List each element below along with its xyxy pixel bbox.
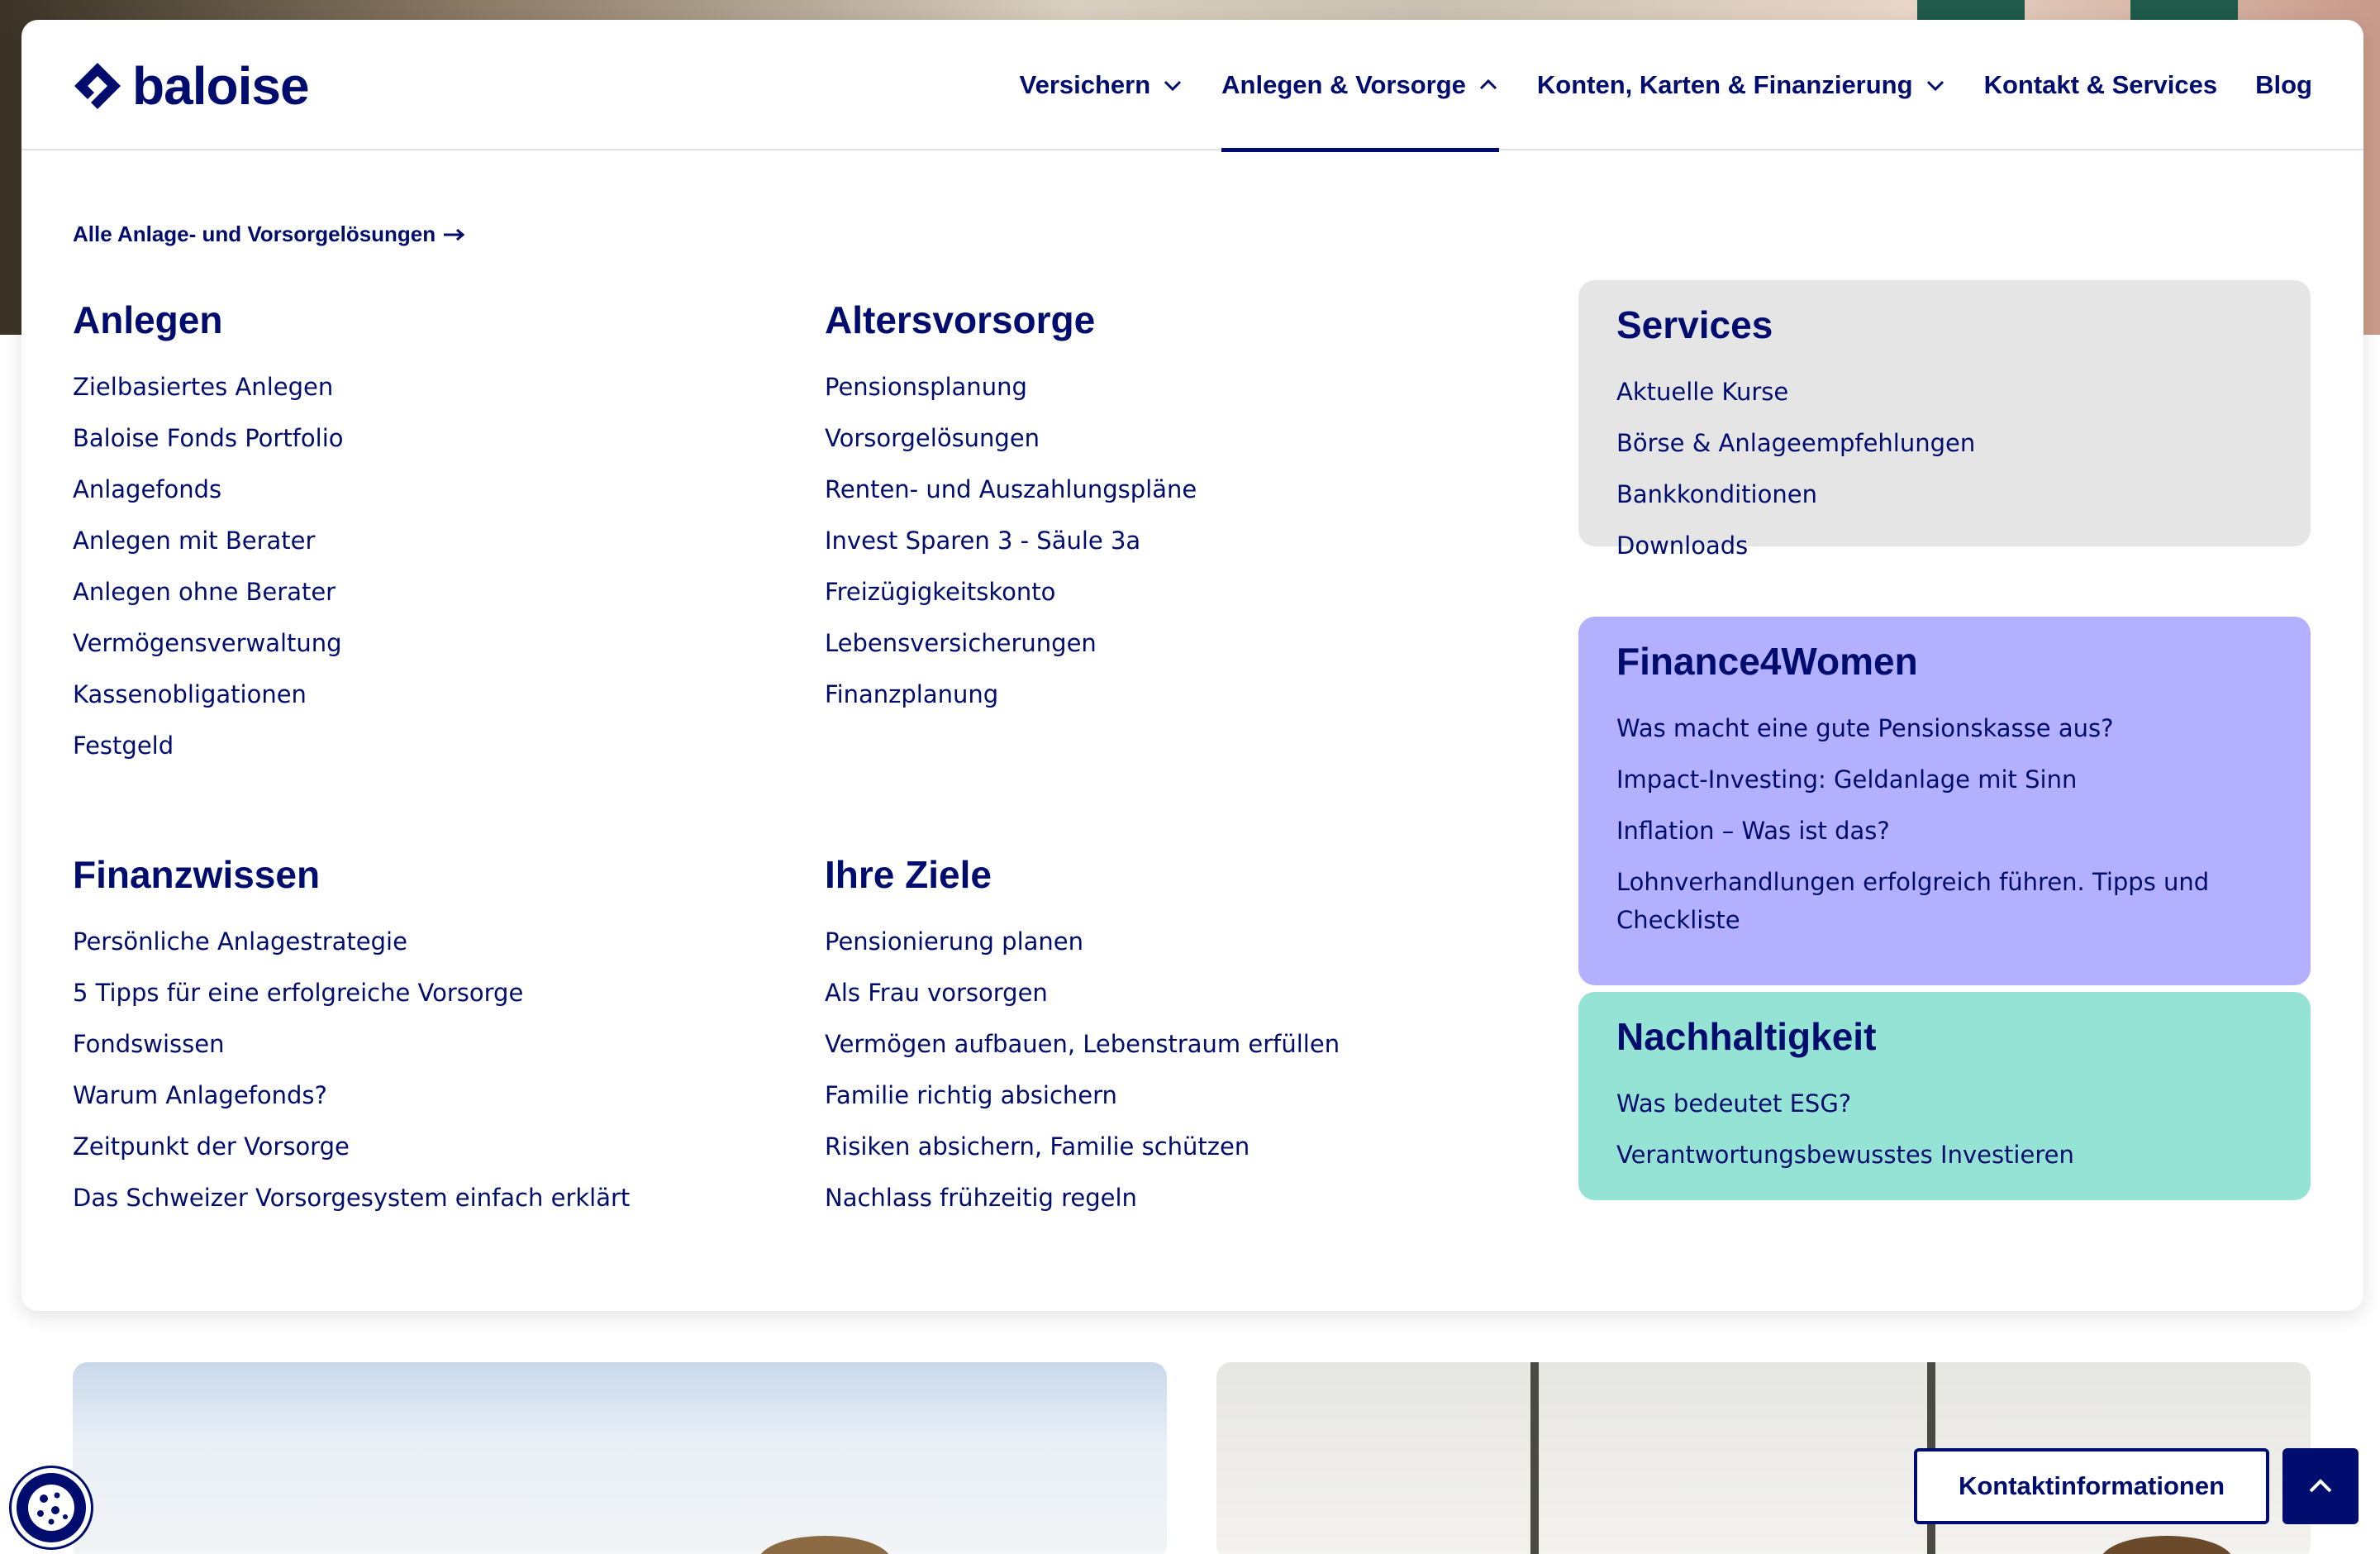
- link-list: [1616, 366, 2273, 571]
- link-list: [73, 361, 344, 771]
- menu-link[interactable]: Lohnverhandlungen erfolgreich führen. Tipps und Checkliste: [1616, 868, 2210, 934]
- link-list: [73, 916, 630, 1223]
- menu-link[interactable]: Bankkonditionen: [1616, 480, 1817, 508]
- menu-link[interactable]: Pensionsplanung: [825, 373, 1027, 401]
- chevron-up-icon: [2304, 1470, 2337, 1503]
- menu-link[interactable]: Vermögen aufbauen, Lebenstraum erfüllen: [825, 1030, 1340, 1058]
- menu-link[interactable]: Börse & Anlageempfehlungen: [1616, 429, 1976, 457]
- teaser-card-image[interactable]: [73, 1362, 1167, 1554]
- menu-link[interactable]: Renten- und Auszahlungspläne: [825, 475, 1197, 503]
- nav-label: Kontakt & Services: [1983, 70, 2218, 99]
- chevron-down-icon: [1162, 74, 1183, 96]
- main-nav: [1020, 20, 2312, 150]
- nav-label: Anlegen & Vorsorge: [1221, 70, 1466, 99]
- column-altersvorsorge: [825, 297, 1197, 720]
- menu-link[interactable]: Invest Sparen 3 - Säule 3a: [825, 527, 1141, 555]
- menu-link[interactable]: Impact-Investing: Geldanlage mit Sinn: [1616, 765, 2078, 794]
- nav-label: Konten, Karten & Finanzierung: [1536, 70, 1913, 99]
- brand-name: baloise: [132, 56, 309, 116]
- nav-versichern[interactable]: [1020, 20, 1184, 150]
- menu-link[interactable]: Vorsorgelösungen: [825, 424, 1040, 452]
- menu-link[interactable]: Freizügigkeitskonto: [825, 578, 1056, 606]
- column-title: Finanzwissen: [73, 853, 321, 896]
- chevron-up-icon: [1478, 74, 1499, 96]
- column-finanzwissen: [73, 851, 630, 1223]
- hero-image-detail: [2130, 0, 2238, 21]
- menu-link[interactable]: Festgeld: [73, 732, 174, 760]
- menu-link[interactable]: Anlagefonds: [73, 475, 222, 503]
- link-list: [825, 916, 1340, 1223]
- menu-link[interactable]: Was macht eine gute Pensionskasse aus?: [1616, 714, 2114, 742]
- column-anlegen: [73, 297, 344, 771]
- menu-link[interactable]: Was bedeutet ESG?: [1616, 1089, 1852, 1118]
- menu-link[interactable]: Inflation – Was ist das?: [1616, 817, 1890, 845]
- menu-link[interactable]: Als Frau vorsorgen: [825, 979, 1048, 1007]
- services-box: [1578, 280, 2311, 560]
- nav-blog[interactable]: [2255, 20, 2312, 150]
- header-bar: [21, 20, 2363, 150]
- all-solutions-label: Alle Anlage- und Vorsorgelösungen: [73, 222, 436, 246]
- column-title: Altersvorsorge: [825, 298, 1096, 341]
- menu-link[interactable]: 5 Tipps für eine erfolgreiche Vorsorge: [73, 979, 524, 1007]
- chevron-down-icon: [1925, 74, 1946, 96]
- teaser-image-detail: [759, 1536, 891, 1554]
- box-title: Services: [1616, 303, 1773, 346]
- menu-link[interactable]: Nachlass frühzeitig regeln: [825, 1184, 1137, 1212]
- menu-link[interactable]: Familie richtig absichern: [825, 1081, 1117, 1109]
- teaser-image-detail: [1530, 1362, 1539, 1554]
- mega-menu-panel: [21, 20, 2363, 1311]
- menu-link[interactable]: Baloise Fonds Portfolio: [73, 424, 344, 452]
- scroll-to-top-button[interactable]: [2282, 1448, 2359, 1524]
- nachhaltigkeit-box: [1578, 992, 2311, 1200]
- menu-link[interactable]: Zeitpunkt der Vorsorge: [73, 1132, 350, 1161]
- link-list: [1616, 1078, 2273, 1180]
- menu-link[interactable]: Fondswissen: [73, 1030, 225, 1058]
- column-title: Ihre Ziele: [825, 853, 992, 896]
- menu-link[interactable]: Anlegen mit Berater: [73, 527, 316, 555]
- nav-konten-karten-finanzierung[interactable]: [1537, 20, 1946, 150]
- cookie-icon: [24, 1480, 79, 1535]
- brand-logo[interactable]: [73, 56, 309, 116]
- arrow-right-icon: [442, 226, 467, 243]
- menu-link[interactable]: Persönliche Anlagestrategie: [73, 927, 407, 956]
- nav-anlegen-vorsorge[interactable]: [1221, 20, 1499, 150]
- menu-link[interactable]: Finanzplanung: [825, 680, 999, 708]
- column-title: Anlegen: [73, 298, 223, 341]
- menu-link[interactable]: Downloads: [1616, 532, 1749, 560]
- link-list: [1616, 703, 2273, 946]
- menu-link[interactable]: Verantwortungsbewusstes Investieren: [1616, 1141, 2074, 1169]
- contact-info-button[interactable]: Kontaktinformationen: [1914, 1448, 2269, 1524]
- menu-link[interactable]: Kassenobligationen: [73, 680, 307, 708]
- all-solutions-link[interactable]: [73, 222, 467, 247]
- menu-link[interactable]: Anlegen ohne Berater: [73, 578, 336, 606]
- finance4women-box: [1578, 617, 2311, 985]
- nav-label: Blog: [2255, 70, 2312, 99]
- column-ihre-ziele: [825, 851, 1340, 1223]
- hero-image-detail: [1917, 0, 2025, 21]
- box-title: Nachhaltigkeit: [1616, 1015, 1877, 1058]
- menu-link[interactable]: Lebensversicherungen: [825, 629, 1097, 657]
- menu-link[interactable]: Das Schweizer Vorsorgesystem einfach erklärt: [73, 1184, 631, 1212]
- menu-link[interactable]: Risiken absichern, Familie schützen: [825, 1132, 1250, 1161]
- nav-kontakt-services[interactable]: [1984, 20, 2218, 150]
- teaser-image-detail: [2101, 1536, 2233, 1554]
- baloise-logo-icon: [73, 61, 122, 111]
- cookie-settings-button[interactable]: [12, 1468, 91, 1547]
- link-list: [825, 361, 1197, 720]
- menu-link[interactable]: Vermögensverwaltung: [73, 629, 342, 657]
- nav-label: Versichern: [1019, 70, 1151, 99]
- menu-link[interactable]: Zielbasiertes Anlegen: [73, 373, 334, 401]
- menu-link[interactable]: Pensionierung planen: [825, 927, 1084, 956]
- box-title: Finance4Women: [1616, 640, 1918, 683]
- menu-link[interactable]: Aktuelle Kurse: [1616, 378, 1789, 406]
- menu-link[interactable]: Warum Anlagefonds?: [73, 1081, 327, 1109]
